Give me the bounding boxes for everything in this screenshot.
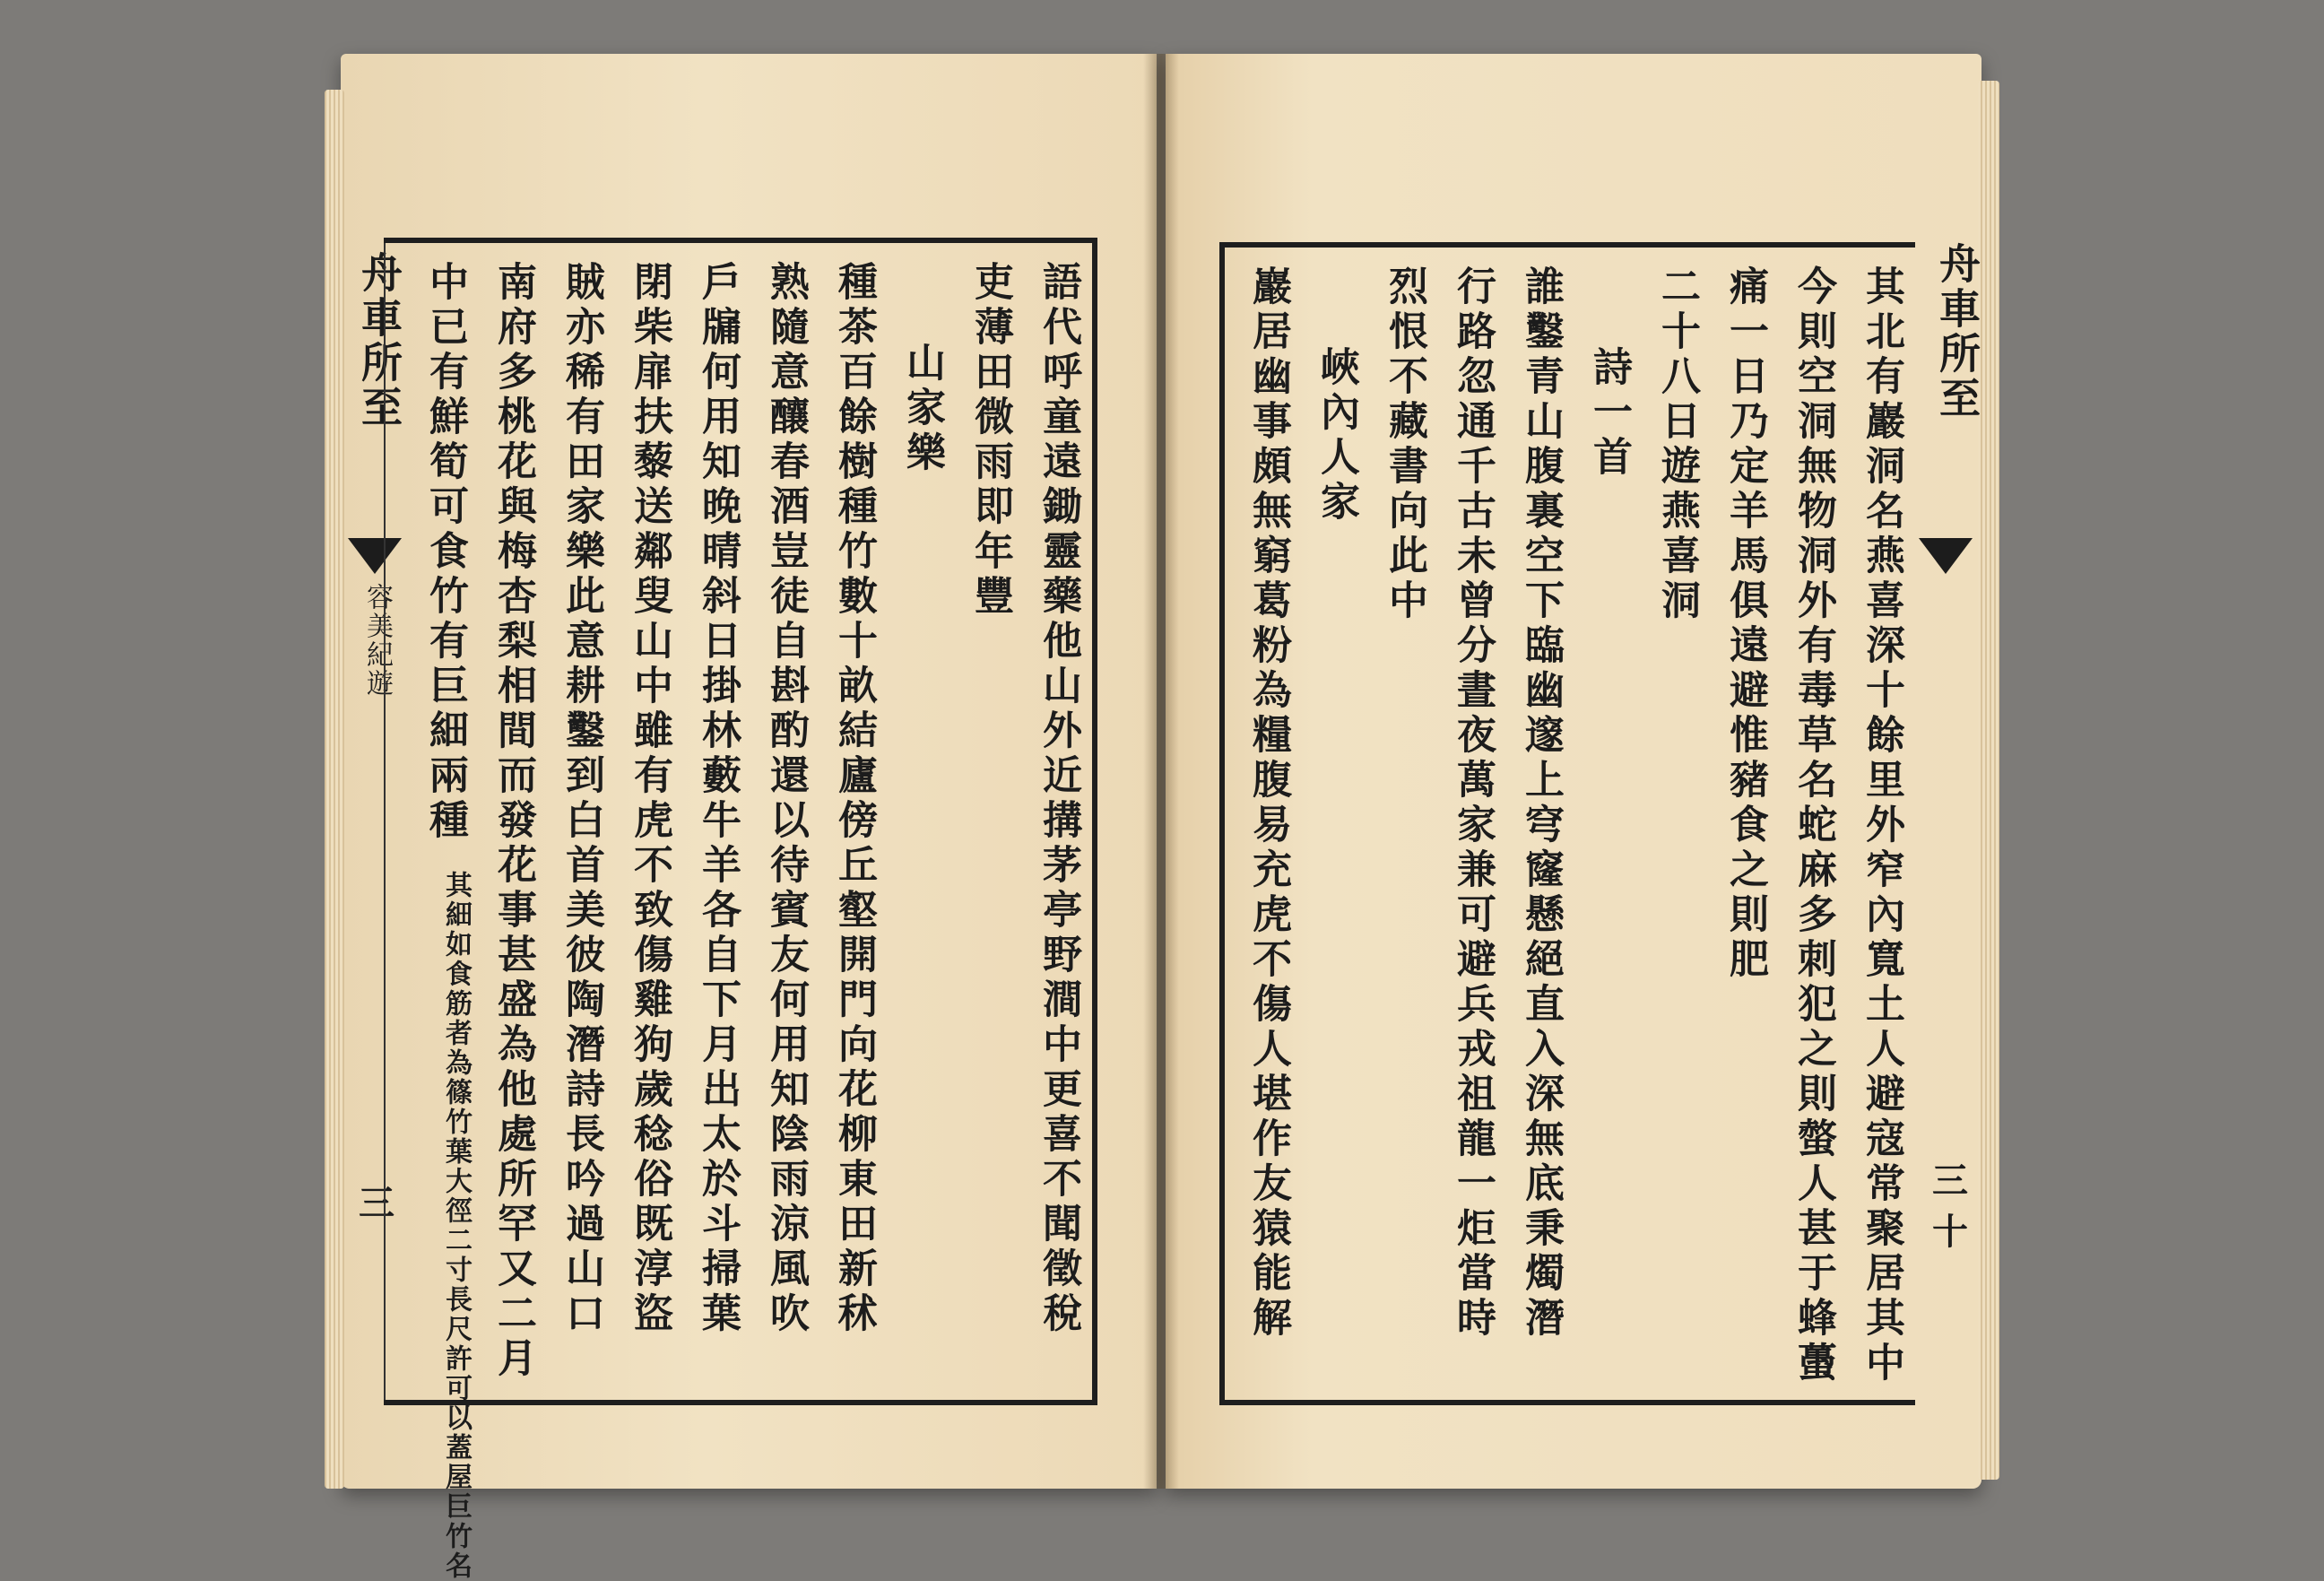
right-col-1: 其北有巖洞名燕喜深十餘里外窄內寬土人避寇常聚居其中 <box>1859 265 1904 1386</box>
open-book <box>332 36 1990 1581</box>
right-col-9: 峽內人家 <box>1314 346 1359 526</box>
right-text-frame <box>1219 242 1915 1405</box>
right-col-8: 烈恨不藏書向此中 <box>1382 265 1427 624</box>
left-note: 其細如食筋者為篠竹葉大徑二寸長尺許可以蓋屋巨竹名 <box>440 871 472 1581</box>
left-text-frame <box>384 238 1097 1581</box>
left-col-10: 中已有鮮筍可食竹有巨細兩種 <box>422 261 468 844</box>
right-col-5: 詩一首 <box>1586 346 1632 481</box>
book-gutter <box>1143 54 1179 1489</box>
right-col-2: 今則空洞無物洞外有毒草名蛇麻多刺犯之則螫人甚于蜂蠆 <box>1791 265 1836 1386</box>
left-col-9: 南府多桃花與梅杏梨相間而發花事甚盛為他處所罕又二月 <box>490 261 536 1382</box>
left-col-6: 戶牖何用知晚晴斜日掛林藪牛羊各自下月出太於斗掃葉 <box>695 261 741 1337</box>
left-col-8: 賊亦稀有田家樂此意耕鑿到白首美彼陶潛詩長吟過山口 <box>559 261 604 1337</box>
right-col-6: 誰鑿青山腹裏空下臨幽邃上穹窿懸絕直入深無底秉燭潛 <box>1518 265 1564 1342</box>
right-page-number: 三十 <box>1932 1160 1968 1253</box>
left-col-4: 種茶百餘樹種竹數十畝結廬傍丘壑開門向花柳東田新秫 <box>831 261 877 1337</box>
right-col-4: 二十八日遊燕喜洞 <box>1654 265 1700 624</box>
right-margin-title: 舟車所至 <box>1933 242 1981 421</box>
left-col-3: 山家樂 <box>899 342 945 476</box>
left-col-1: 語代呼童遠鋤靈藥他山外近搆茅亭野澗中更喜不聞徵稅 <box>1036 261 1081 1337</box>
left-page-number: 三 <box>359 1182 395 1224</box>
left-col-2: 吏薄田微雨即年豐 <box>967 261 1013 620</box>
left-margin-title: 舟車所至 <box>355 251 403 430</box>
right-col-7: 行路忽通千古未曾分晝夜萬家兼可避兵戎祖龍一炬當時 <box>1450 265 1496 1342</box>
left-frame-rule <box>384 243 386 1400</box>
left-col-7: 閉柴扉扶藜送鄰叟山中雖有虎不致傷雞狗歲稔俗既淳盜 <box>627 261 672 1337</box>
right-col-10: 巖居幽事頗無窮葛粉為糧腹易充虎不傷人堪作友猿能解 <box>1245 265 1291 1342</box>
left-col-5: 熟隨意釀春酒豈徒自斟酌還以待賓友何用知陰雨涼風吹 <box>763 261 809 1337</box>
left-page-edges <box>325 90 344 1489</box>
left-folio-label: 容美紀遊 <box>361 583 393 698</box>
right-col-3: 痛一日乃定羊馬俱遠避惟豬食之則肥 <box>1722 265 1768 983</box>
